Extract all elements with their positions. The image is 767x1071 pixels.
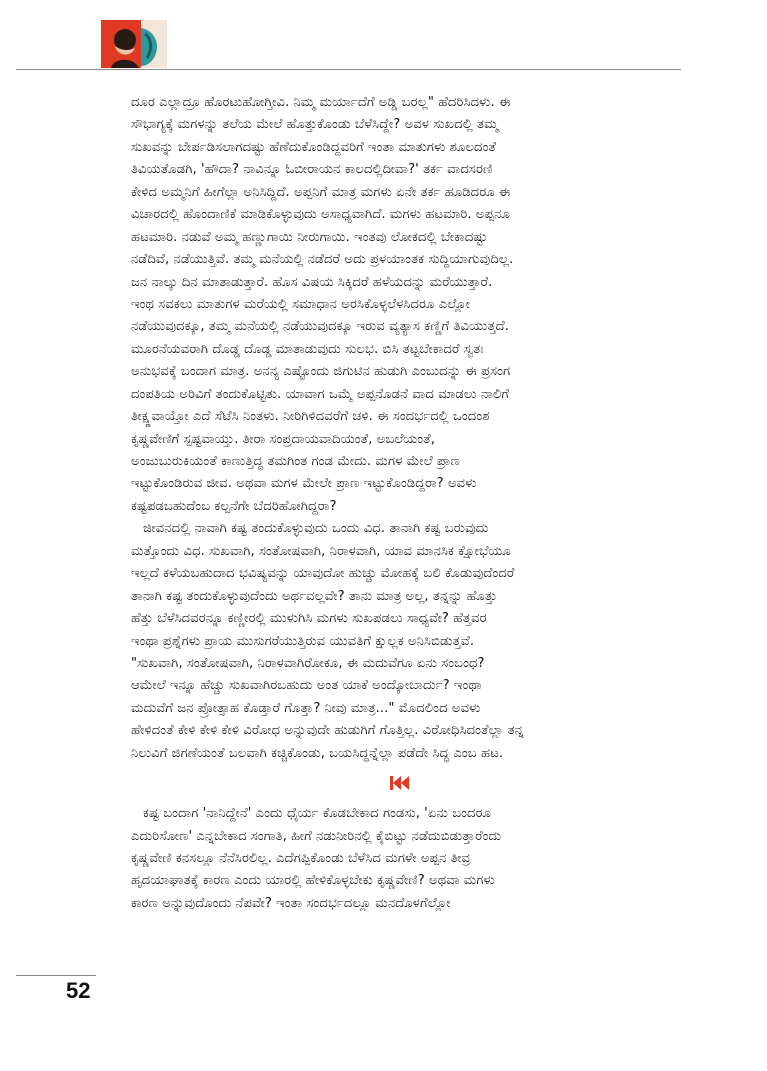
text-line: ಕಾರಣ ಅನ್ನುವುದೊಂದು ನೆಪವೇ? ಇಂತಾ ಸಂದರ್ಭದಲ್ಲೂ ಮನದೊಳಗೆಲ್ಲೋ bbox=[131, 895, 451, 911]
text-line: ಸೌಭಾಗ್ಯಕ್ಕೆ ಮಗಳನ್ನು ತಲೆಯ ಮೇಲೆ ಹೊತ್ತುಕೊಂಡು ಬೆಳೆಸಿದ್ದೇ? ಅವಳ ಸುಖದಲ್ಲಿ ತಮ್ಮ bbox=[131, 117, 499, 133]
text-line: ಇಂಥಾ ಪ್ರಶ್ನೆಗಳು ಪ್ರಾಯ ಮುಸುಗರೆಯುತ್ತಿರುವ ಯುವತಿಗೆ ಕ್ಷುಲ್ಲಕ ಅನಿಸಿಬಿಡುತ್ತವೆ. bbox=[131, 633, 475, 649]
section-separator bbox=[131, 769, 669, 797]
text-line: ಕೇಳಿದ ಅಮ್ಮನಿಗೆ ಹೀಗೆಲ್ಲಾ ಅನಿಸಿದ್ದಿದೆ. ಅಪ್ಪನಿಗೆ ಮಾತ್ರ ಮಗಳು ಏನೇ ತರ್ಕ ಹೂಡಿದರೂ ಈ bbox=[131, 184, 511, 200]
text-line: ಕಷ್ಟ ಬಂದಾಗ 'ನಾನಿದ್ದೇನೆ' ಎಂದು ಧೈರ್ಯ ಕೊಡಬೇಕಾದ ಗಂಡಸು, 'ಏನು ಬಂದರೂ bbox=[143, 806, 492, 822]
text-line: ಮತ್ತೊಂದು ವಿಧ. ಸುಖವಾಗಿ, ಸಂತೋಷವಾಗಿ, ನಿರಾಳವಾಗಿ, ಯಾವ ಮಾನಸಿಕ ಕ್ಷೋಭೆಯೂ bbox=[131, 543, 511, 559]
text-line: ಹೃದಯಾಘಾತಕ್ಕೆ ಕಾರಣ ಎಂದು ಯಾರಲ್ಲಿ ಹೇಳಿಕೊಳ್ಳಬೇಕು ಕೃಷ್ಣವೇಣಿ? ಅಥವಾ ಮಗಳು bbox=[131, 873, 495, 889]
text-line: ಹೆತ್ತು ಬೆಳೆಸಿದವರನ್ನೂ ಕಣ್ಣೀರಲ್ಲಿ ಮುಳುಗಿಸಿ ಮಗಳು ಸುಖಪಡಲು ಸಾಧ್ಯವೇ? ಹೆತ್ತವರ bbox=[131, 611, 487, 627]
text-line: ತೀಕ್ಷ್ಣವಾಯ್ತೋ ಎದೆ ಸೆಟೆಸಿ ನಿಂತಳು. ನೀರಿಗಿಳಿದವರೆಗೆ ಚಳಿ. ಈ ಸಂದರ್ಭದಲ್ಲಿ ಒಂದಂಶ bbox=[131, 409, 490, 425]
header-divider bbox=[16, 69, 681, 70]
rewind-icon bbox=[390, 776, 410, 790]
text-line: "ಸುಖವಾಗಿ, ಸಂತೋಷವಾಗಿ, ನಿರಾಳವಾಗಿರೋಕೂ, ಈ ಮದುವೆಗೂ ಏನು ಸಂಬಂಧ? bbox=[131, 655, 485, 671]
text-line: ತಿವಿಯತೊಡಗಿ, 'ಹೌದಾ? ನಾವಿನ್ನೂ ಓಬೀರಾಯನ ಕಾಲದಲ್ಲಿದೀವಾ?' ತರ್ಕ ವಾದಸರಣಿ bbox=[131, 162, 493, 178]
text-line: ಎದುರಿಸೋಣ' ಎನ್ನಬೇಕಾದ ಸಂಗಾತಿ, ಹೀಗೆ ನಡುನೀರಿನಲ್ಲಿ ಕೈಬಿಟ್ಟು ನಡೆದುಬಿಡುತ್ತಾರೆಂದು bbox=[131, 828, 502, 844]
text-line: ಇಂಥ ಸವಕಲು ಮಾತುಗಳ ಮರೆಯಲ್ಲಿ ಸಮಾಧಾನ ಅರಸಿಕೊಳ್ಳಲೆಳಸಿದರೂ ಎಲ್ಲೋ bbox=[131, 296, 471, 312]
text-line: ನಡೆಯುವುದಕ್ಕೂ, ತಮ್ಮ ಮನೆಯಲ್ಲಿ ನಡೆಯುವುದಕ್ಕೂ ಇರುವ ವ್ಯತ್ಯಾಸ ಕಣ್ಣಿಗೆ ತಿವಿಯುತ್ತದೆ. bbox=[131, 319, 509, 335]
magazine-logo-icon bbox=[101, 20, 167, 68]
text-line: ವಿಚಾರದಲ್ಲಿ ಹೊಂದಾಣಿಕೆ ಮಾಡಿಕೊಳ್ಳುವುದು ಅಸಾಧ್ಯವಾಗಿದೆ. ಮಗಳು ಹಟಮಾರಿ. ಅಪ್ಪನೂ bbox=[131, 207, 510, 223]
text-line: ಅಂಜುಬುರುಕಿಯಂತೆ ಕಾಣುತ್ತಿದ್ದ ತಮಗಿಂತ ಗಂಡ ಮೇದು. ಮಗಳ ಮೇಲೆ ಪ್ರಾಣ bbox=[131, 454, 461, 469]
footer-divider bbox=[16, 975, 96, 976]
paragraph bbox=[131, 803, 669, 915]
text-line: ಮದುವೆಗೆ ಜನ ಪ್ರೋತ್ಸಾಹ ಕೊಡ್ತಾರೆ ಗೊತ್ತಾ? ನೀವು ಮಾತ್ರ..." ಮೊದಲಿಂದ ಅವಳು bbox=[131, 700, 481, 716]
text-line: ಕಷ್ಟಪಡಬಹುದೆಂಬ ಕಲ್ಪನೆಗೇ ಬೆದರಿಹೋಗಿದ್ದರಾ? bbox=[131, 498, 337, 514]
text-line: ಹಟಮಾರಿ. ನಡುವೆ ಅಮ್ಮ ಹಣ್ಣುಗಾಯಿ ನೀರುಗಾಯಿ. ಇಂತವು ಲೋಕದಲ್ಲಿ ಬೇಕಾದಷ್ಟು bbox=[131, 229, 488, 245]
text-line: ನಿಲುವಿಗೆ ಜಿಗಣೆಯಂತೆ ಬಲವಾಗಿ ಕಚ್ಚಿಕೊಂಡು, ಬಯಸಿದ್ದನ್ನೆಲ್ಲಾ ಪಡೆದೇ ಸಿದ್ಧ ಎಂಬ ಹಟ. bbox=[131, 745, 504, 761]
text-line: ಕೃಷ್ಣವೇಣಿಗೆ ಸ್ಪಷ್ಟವಾಯ್ತು. ತೀರಾ ಸಂಪ್ರದಾಯವಾದಿಯಂತೆ, ಅಬಲೆಯಂತೆ, bbox=[131, 431, 435, 447]
text-line: ಮೂರನೆಯವರಾಗಿ ದೊಡ್ಡ ದೊಡ್ಡ ಮಾತಾಡುವುದು ಸುಲಭ. ಬಿಸಿ ತಟ್ಟಬೇಕಾದರೆ ಸ್ವತಃ bbox=[131, 341, 484, 357]
text-line: ತಾನಾಗಿ ಕಷ್ಟ ತಂದುಕೊಳ್ಳುವುದೆಂದು ಅರ್ಥವಲ್ಲವೇ? ತಾನು ಮಾತ್ರ ಅಲ್ಲ, ತನ್ನನ್ನು ಹೊತ್ತು bbox=[131, 588, 498, 604]
text-line: ಆಮೇಲೆ ಇನ್ನೂ ಹೆಚ್ಚು ಸುಖವಾಗಿರಬಹುದು ಅಂತ ಯಾಕೆ ಅಂದ್ಕೋಬಾರ್ದು? ಇಂಥಾ bbox=[131, 678, 482, 694]
text-line: ನಡೆದಿವೆ, ನಡೆಯುತ್ತಿವೆ. ತಮ್ಮ ಮನೆಯಲ್ಲಿ ನಡೆದರೆ ಅದು ಪ್ರಳಯಾಂತಕ ಸುದ್ದಿಯಾಗುವುದಿಲ್ಲ. bbox=[131, 252, 514, 268]
text-line: ಜೀವನದಲ್ಲಿ ನಾವಾಗಿ ಕಷ್ಟ ತಂದುಕೊಳ್ಳುವುದು ಒಂದು ವಿಧ. ತಾನಾಗಿ ಕಷ್ಟ ಬರುವುದು bbox=[143, 521, 489, 537]
text-line: ಇಲ್ಲದೆ ಕಳೆಯಬಹುದಾದ ಭವಿಷ್ಯವನ್ನು ಯಾವುದೋ ಹುಚ್ಚು ಮೋಹಕ್ಕೆ ಬಲಿ ಕೊಡುವುದೆಂದರೆ bbox=[131, 566, 515, 582]
text-line: ಅನುಭವಕ್ಕೆ ಬಂದಾಗ ಮಾತ್ರ. ಅನನ್ಯ ಎಷ್ಟೊಂದು ಜಿಗುಟಿನ ಹುಡುಗಿ ಎಂಬುದನ್ನು ಈ ಪ್ರಸಂಗ bbox=[131, 364, 511, 380]
text-line: ಸುಖವನ್ನು ಬೇರ್ಪಡಿಸಲಾಗದಷ್ಟು ಹೆಣೆದುಕೊಂಡಿದ್ದವರಿಗೆ ಇಂತಾ ಮಾತುಗಳು ಶೂಲದಂತೆ bbox=[131, 139, 497, 155]
page-number: 52 bbox=[66, 978, 91, 1003]
text-line: ಇಟ್ಟುಕೊಂಡಿರುವ ಜೀವ. ಅಥವಾ ಮಗಳ ಮೇಲೇ ಪ್ರಾಣ ಇಟ್ಟುಕೊಂಡಿದ್ದರಾ? ಅವಳು bbox=[131, 476, 477, 492]
text-line: ದಂಪತಿಯ ಅರಿವಿಗೆ ತಂದುಕೊಟ್ಟಿತು. ಯಾವಾಗ ಒಮ್ಮೆ ಅಪ್ಪನೊಡನೆ ವಾದ ಮಾಡಲು ನಾಲಿಗೆ bbox=[131, 386, 510, 402]
text-line: ಜನ ನಾಲ್ಕು ದಿನ ಮಾತಾಡುತ್ತಾರೆ. ಹೊಸ ವಿಷಯ ಸಿಕ್ಕಿದರೆ ಹಳೆಯದನ್ನು ಮರೆಯುತ್ತಾರೆ. bbox=[131, 274, 493, 290]
paragraph bbox=[131, 518, 669, 765]
text-line: ಕೃಷ್ಣವೇಣಿ ಕನಸಲ್ಲೂ ನೆನೆಸಿರಲಿಲ್ಲ. ಎದೆಗಪ್ಪಿಕೊಂಡು ಬೆಳೆಸಿದ ಮಗಳೇ ಅಪ್ಪನ ತೀವ್ರ bbox=[131, 851, 471, 866]
article-body bbox=[131, 92, 669, 915]
paragraph bbox=[131, 92, 669, 518]
text-line: ದೂರ ಎಲ್ಲಾದ್ರೂ ಹೊರಟುಹೋಗ್ತೀವಿ. ನಿಮ್ಮ ಮರ್ಯಾದೆಗೆ ಅಡ್ಡಿ ಬರಲ್ಲ" ಹೆದರಿಸಿದಳು. ಈ bbox=[131, 95, 511, 110]
text-line: ಹೇಳಿದಂತೆ ಕೇಳಿ ಕೇಳಿ ಕೇಳಿ ವಿರೋಧ ಅನ್ನುವುದೇ ಹುಡುಗಿಗೆ ಗೊತ್ತಿಲ್ಲ. ವಿರೋಧಿಸಿದಂತೆಲ್ಲಾ ತನ್ನ bbox=[131, 723, 524, 739]
